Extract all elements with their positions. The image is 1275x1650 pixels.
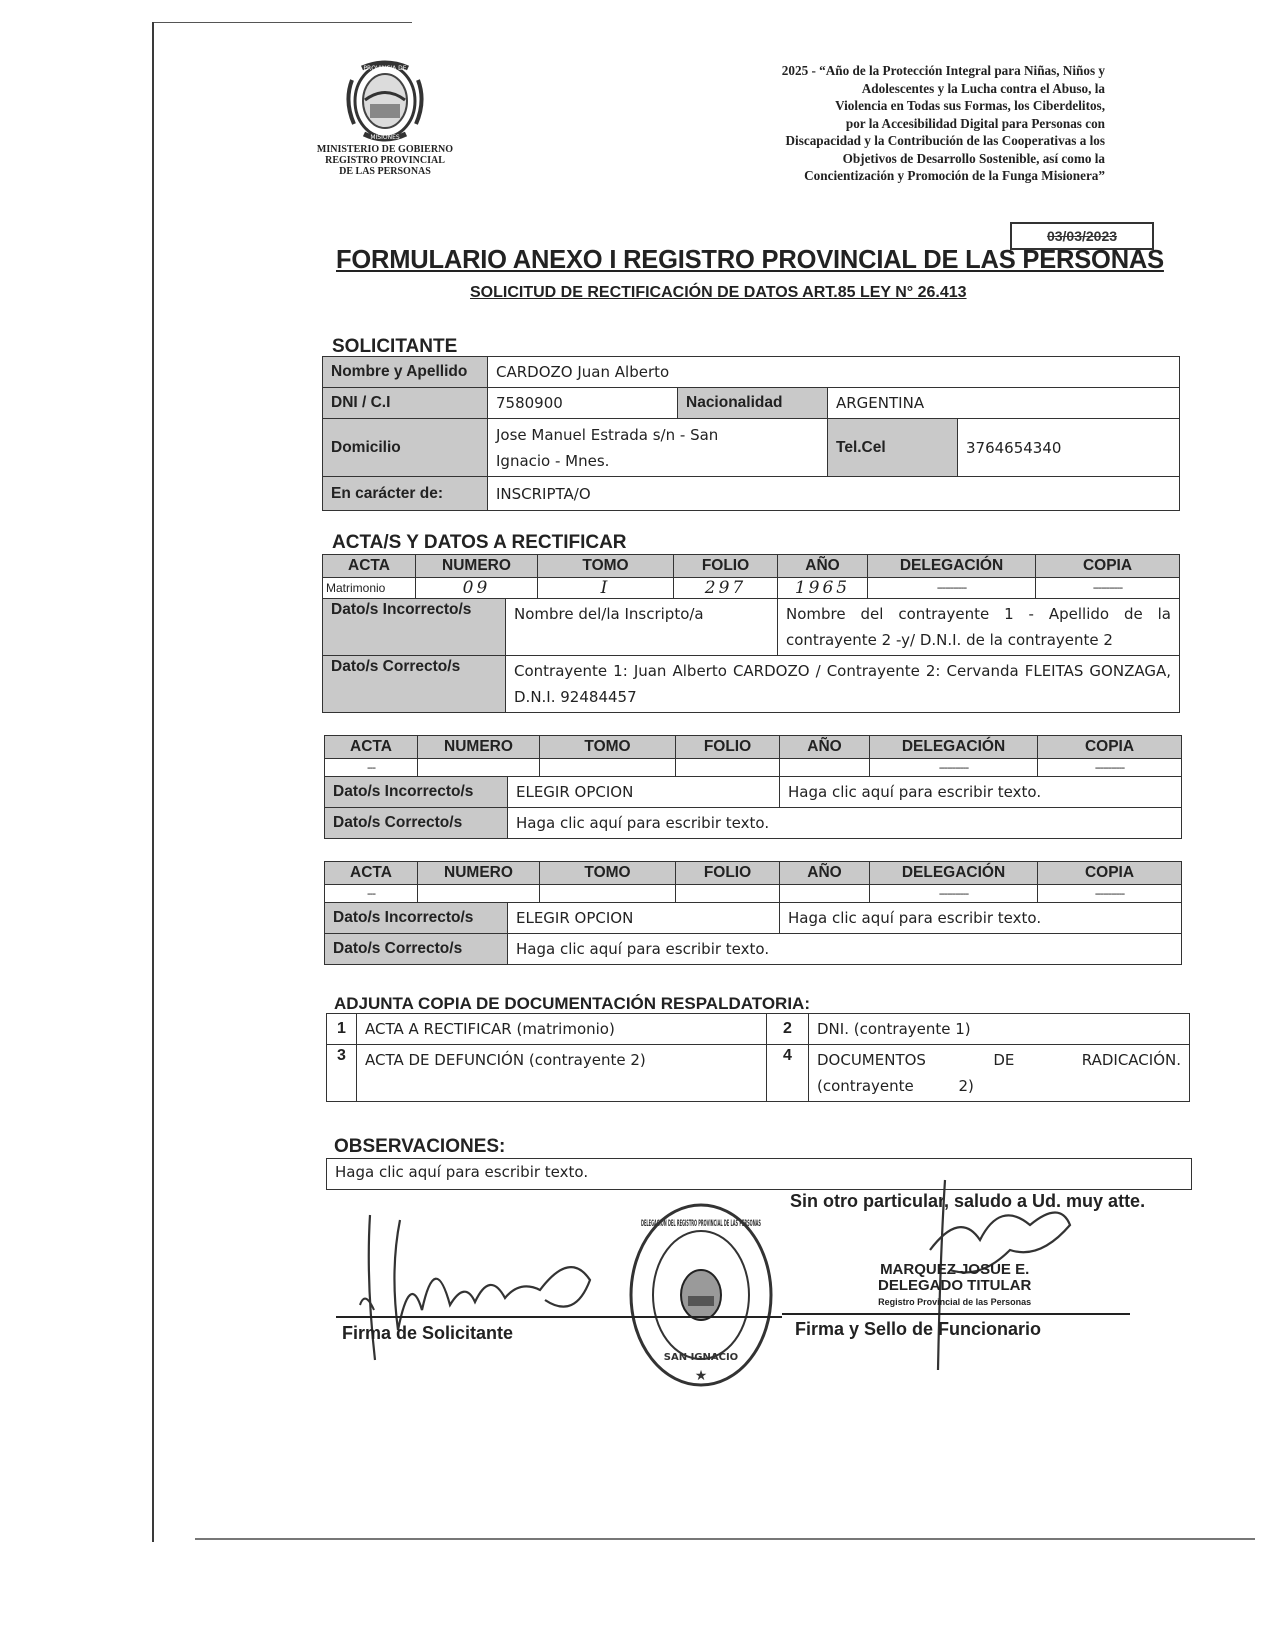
incorrect-text-field[interactable]: Haga clic aquí para escribir texto. <box>780 903 1182 934</box>
incorrect-label: Dato/s Incorrecto/s <box>325 903 508 934</box>
delegacion-field[interactable]: ----------- <box>870 885 1038 903</box>
closing-text: Sin otro particular, saludo a Ud. muy atte. <box>790 1191 1146 1211</box>
doc-num: 1 <box>327 1014 357 1045</box>
incorrect-text-field[interactable]: Nombre del contrayente 1 - Apellido de la contrayente 2 -y/ D.N.I. de la contrayente 2 <box>778 599 1180 656</box>
solicitante-table <box>322 356 1180 511</box>
numero-field[interactable] <box>418 885 540 903</box>
year-motto <box>640 62 1105 185</box>
ministry-line-2: REGISTRO PROVINCIAL <box>325 155 445 166</box>
correct-text-field[interactable]: Haga clic aquí para escribir texto. <box>508 808 1182 839</box>
adjunta-heading: ADJUNTA COPIA DE DOCUMENTACIÓN RESPALDATORIA: <box>334 994 810 1013</box>
role-label: En carácter de: <box>323 477 488 511</box>
officer-name: MARQUEZ JOSUE E. <box>880 1261 1030 1278</box>
col-delegacion: DELEGACIÓN <box>870 862 1038 885</box>
address-line-2: Ignacio - Mnes. <box>496 451 610 470</box>
phone-field[interactable]: 3764654340 <box>958 419 1180 477</box>
col-anio: AÑO <box>780 736 870 759</box>
form-date: 03/03/2023 <box>1010 222 1154 250</box>
motto-line: Concientización y Promoción de la Funga Misionera” <box>804 168 1105 183</box>
dni-field[interactable]: 7580900 <box>488 388 678 419</box>
incorrect-option-select[interactable]: ELEGIR OPCION <box>508 903 780 934</box>
delegacion-field[interactable]: ----------- <box>870 759 1038 777</box>
motto-line: Adolescentes y la Lucha contra el Abuso, la <box>861 80 1105 96</box>
officer-signature-line <box>782 1313 1130 1315</box>
correct-label: Dato/s Correcto/s <box>325 934 508 965</box>
copia-field[interactable]: ----------- <box>1036 578 1180 599</box>
copia-field[interactable]: ----------- <box>1038 885 1182 903</box>
numero-field[interactable] <box>418 759 540 777</box>
incorrect-label: Dato/s Incorrecto/s <box>325 777 508 808</box>
folio-field[interactable] <box>676 885 780 903</box>
acta-type-select[interactable]: --- <box>325 885 418 903</box>
col-acta: ACTA <box>325 736 418 759</box>
acta-type-select[interactable]: Matrimonio <box>323 578 416 599</box>
folio-field[interactable]: 297 <box>674 578 778 599</box>
col-tomo: TOMO <box>540 862 676 885</box>
applicant-signature <box>340 1210 620 1370</box>
observaciones-heading: OBSERVACIONES: <box>334 1136 506 1157</box>
doc-num: 3 <box>327 1045 357 1102</box>
form-subtitle: SOLICITUD DE RECTIFICACIÓN DE DATOS ART.85 LEY N° 26.413 <box>470 284 967 301</box>
actas-heading: ACTA/S Y DATOS A RECTIFICAR <box>332 532 627 553</box>
province-crest-icon <box>340 60 430 142</box>
motto-line: Objetivos de Desarrollo Sostenible, así como la <box>842 150 1105 166</box>
officer-role: DELEGADO TITULAR <box>878 1277 1032 1294</box>
col-numero: NUMERO <box>416 555 538 578</box>
scan-edge-bottom <box>195 1538 1255 1540</box>
seal-city: SAN IGNACIO <box>663 1352 739 1363</box>
anio-field[interactable] <box>780 885 870 903</box>
crest-bottom-text: MISIONES <box>370 134 400 141</box>
col-numero: NUMERO <box>418 862 540 885</box>
seal-crest-icon <box>681 1270 721 1320</box>
delegacion-field[interactable]: ----------- <box>868 578 1036 599</box>
seal-text: DELEGACION DEL REGISTRO PROVINCIAL DE LAS PERSONAS <box>641 1219 761 1229</box>
col-anio: AÑO <box>778 555 868 578</box>
name-label: Nombre y Apellido <box>323 357 488 388</box>
incorrect-label: Dato/s Incorrecto/s <box>323 599 506 656</box>
scan-edge-top <box>152 22 412 23</box>
doc-item[interactable]: ACTA DE DEFUNCIÓN (contrayente 2) <box>357 1045 767 1102</box>
col-folio: FOLIO <box>676 862 780 885</box>
officer-org: Registro Provincial de las Personas <box>878 1297 1032 1307</box>
ministry-line-3: DE LAS PERSONAS <box>339 166 431 177</box>
tomo-field[interactable]: I <box>538 578 674 599</box>
address-label: Domicilio <box>323 419 488 477</box>
col-copia: COPIA <box>1038 862 1182 885</box>
incorrect-option-select[interactable]: Nombre del/la Inscripto/a <box>506 599 778 656</box>
correct-label: Dato/s Correcto/s <box>323 656 506 713</box>
crest-top-text: PROVINCIA DE <box>363 65 407 72</box>
doc-num: 4 <box>767 1045 809 1102</box>
correct-text-field[interactable]: Contrayente 1: Juan Alberto CARDOZO / Contrayente 2: Cervanda FLEITAS GONZAGA, D.N.I. 92484457 <box>506 656 1180 713</box>
phone-label: Tel.Cel <box>828 419 958 477</box>
role-field[interactable]: INSCRIPTA/O <box>488 477 1180 511</box>
address-field[interactable] <box>488 419 828 477</box>
col-copia: COPIA <box>1038 736 1182 759</box>
anio-field[interactable]: 1965 <box>778 578 868 599</box>
scan-edge-left <box>152 22 154 1542</box>
col-acta: ACTA <box>323 555 416 578</box>
anio-field[interactable] <box>780 759 870 777</box>
tomo-field[interactable] <box>540 885 676 903</box>
form-title: FORMULARIO ANEXO I REGISTRO PROVINCIAL DE LAS PERSONAS <box>336 246 1164 274</box>
applicant-signature-label: Firma de Solicitante <box>342 1323 514 1343</box>
motto-line: Violencia en Todas sus Formas, los Ciberdelitos, <box>835 98 1105 113</box>
name-field[interactable]: CARDOZO Juan Alberto <box>488 357 1180 388</box>
acta-3-table <box>324 861 1182 965</box>
col-tomo: TOMO <box>538 555 674 578</box>
tomo-field[interactable] <box>540 759 676 777</box>
ministry-header <box>305 60 465 177</box>
adjunta-table <box>326 1013 1190 1102</box>
correct-label: Dato/s Correcto/s <box>325 808 508 839</box>
officer-stamp <box>878 1262 1031 1310</box>
motto-line: Discapacidad y la Contribución de las Cooperativas a los <box>785 133 1105 148</box>
col-folio: FOLIO <box>676 736 780 759</box>
nationality-label: Nacionalidad <box>678 388 828 419</box>
folio-field[interactable] <box>676 759 780 777</box>
seal-star-icon: ★ <box>694 1367 708 1383</box>
col-copia: COPIA <box>1036 555 1180 578</box>
col-folio: FOLIO <box>674 555 778 578</box>
col-delegacion: DELEGACIÓN <box>870 736 1038 759</box>
col-acta: ACTA <box>325 862 418 885</box>
incorrect-text-field[interactable]: Haga clic aquí para escribir texto. <box>780 777 1182 808</box>
doc-item[interactable]: DNI. (contrayente 1) <box>809 1014 1190 1045</box>
dni-label: DNI / C.I <box>323 388 488 419</box>
col-numero: NUMERO <box>418 736 540 759</box>
col-tomo: TOMO <box>540 736 676 759</box>
numero-field[interactable]: 09 <box>416 578 538 599</box>
doc-item[interactable]: ACTA A RECTIFICAR (matrimonio) <box>357 1014 767 1045</box>
acta-type-select[interactable]: --- <box>325 759 418 777</box>
incorrect-option-select[interactable]: ELEGIR OPCION <box>508 777 780 808</box>
col-anio: AÑO <box>780 862 870 885</box>
officer-signature-label: Firma y Sello de Funcionario <box>795 1319 1042 1339</box>
doc-num: 2 <box>767 1014 809 1045</box>
nationality-field[interactable]: ARGENTINA <box>828 388 1180 419</box>
doc-item[interactable]: DOCUMENTOS DE RADICACIÓN. (contrayente 2) <box>809 1045 1190 1102</box>
observaciones-text: Haga clic aquí para escribir texto. <box>335 1163 589 1181</box>
acta-2-table <box>324 735 1182 839</box>
applicant-signature-line <box>336 1316 782 1318</box>
correct-text-field[interactable]: Haga clic aquí para escribir texto. <box>508 934 1182 965</box>
motto-line: 2025 - “Año de la Protección Integral para Niñas, Niños y <box>781 63 1105 78</box>
official-seal <box>626 1200 776 1390</box>
address-line-1: Jose Manuel Estrada s/n - San <box>496 425 719 444</box>
solicitante-heading: SOLICITANTE <box>332 336 458 357</box>
copia-field[interactable]: ----------- <box>1038 759 1182 777</box>
acta-1-table <box>322 554 1180 713</box>
col-delegacion: DELEGACIÓN <box>868 555 1036 578</box>
motto-line: por la Accesibilidad Digital para Personas con <box>845 115 1105 131</box>
ministry-line-1: MINISTERIO DE GOBIERNO <box>316 144 454 155</box>
